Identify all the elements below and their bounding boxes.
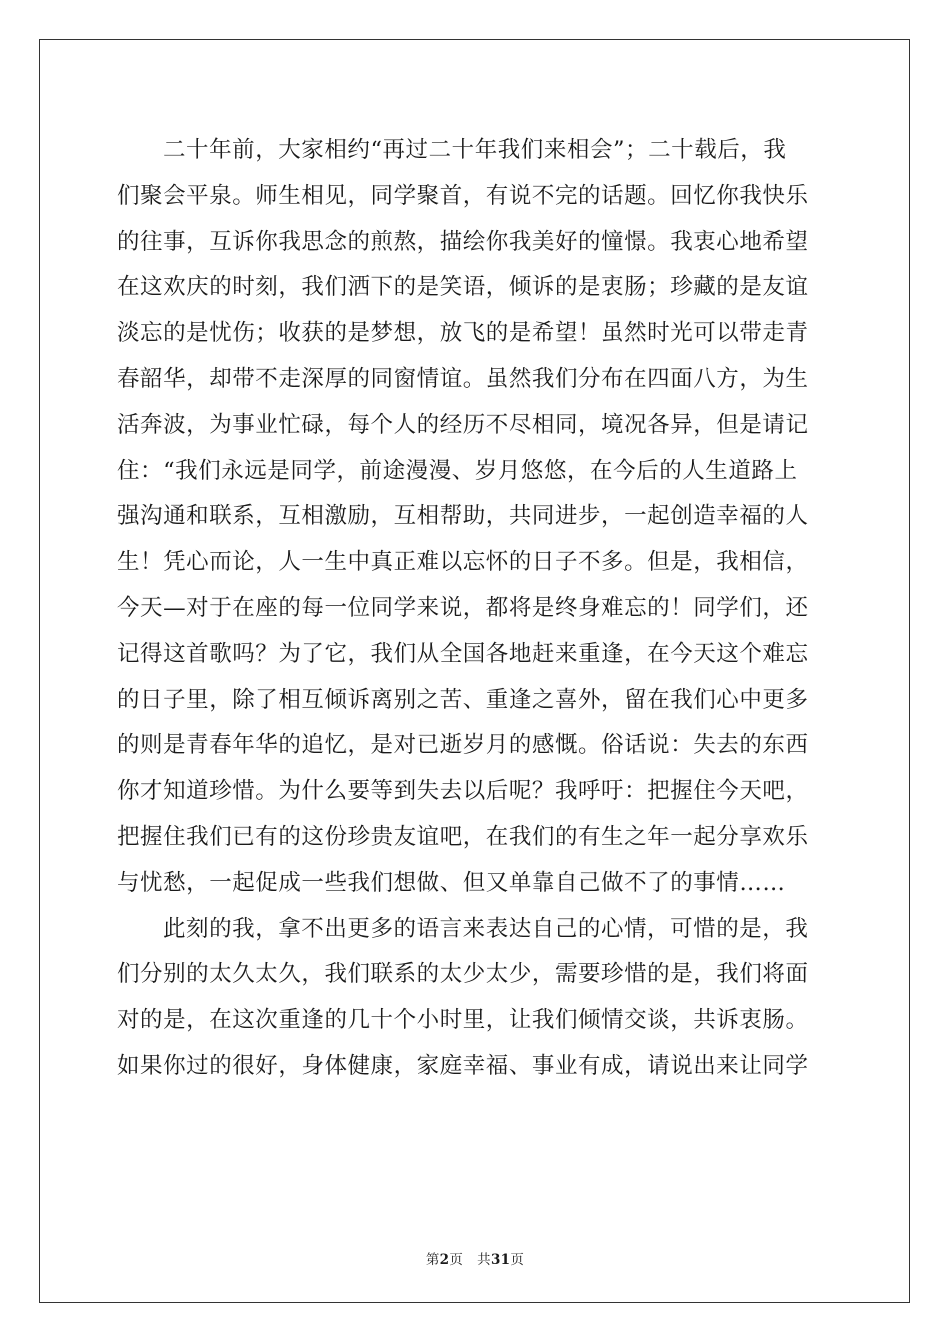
text-line: 的往事，互诉你我思念的煎熬，描绘你我美好的憧憬。我衷心地希望 [117, 228, 809, 255]
text-line: 活奔波，为事业忙碌，每个人的经历不尽相同，境况各异，但是请记 [117, 411, 809, 438]
text-line: 二十年前，大家相约“再过二十年我们来相会”；二十载后，我 [163, 137, 787, 163]
text-line: 此刻的我，拿不出更多的语言来表达自己的心情，可惜的是，我 [163, 915, 809, 942]
text-line: 如果你过的很好，身体健康，家庭幸福、事业有成，请说出来让同学 [117, 1052, 809, 1079]
text-line: 记得这首歌吗？为了它，我们从全国各地赶来重逢，在今天这个难忘 [117, 640, 809, 667]
text-line: 的则是青春年华的追忆，是对已逝岁月的感慨。俗话说：失去的东西 [117, 732, 809, 759]
text-line: 的日子里，除了相互倾诉离别之苦、重逢之喜外，留在我们心中更多 [117, 686, 809, 713]
page-footer [0, 1248, 950, 1268]
text-line: 春韶华，却带不走深厚的同窗情谊。虽然我们分布在四面八方，为生 [117, 365, 809, 392]
text-line: 与忧愁，一起促成一些我们想做、但又单靠自己做不了的事情…… [117, 869, 786, 896]
total-prefix: 共 [477, 1252, 491, 1268]
text-line: 对的是，在这次重逢的几十个小时里，让我们倾情交谈，共诉衷肠。 [117, 1007, 809, 1034]
text-line: 住：“我们永远是同学，前途漫漫、岁月悠悠，在今后的人生道路上 [117, 457, 798, 484]
paragraph-2 [117, 907, 833, 1090]
total-pages: 31 [490, 1252, 511, 1268]
page-prefix: 第 [425, 1252, 440, 1268]
document-body [117, 128, 833, 1090]
text-line: 淡忘的是忧伤；收获的是梦想，放飞的是希望！虽然时光可以带走青 [117, 320, 809, 347]
total-suffix: 页 [510, 1252, 525, 1268]
text-line: 你才知道珍惜。为什么要等到失去以后呢？我呼吁：把握住今天吧， [117, 778, 809, 805]
page-suffix: 页 [449, 1252, 464, 1268]
text-line: 强沟通和联系，互相激励，互相帮助，共同进步，一起创造幸福的人 [117, 503, 809, 530]
text-line: 把握住我们已有的这份珍贵友谊吧，在我们的有生之年一起分享欢乐 [117, 823, 809, 850]
text-line: 生！凭心而论，人一生中真正难以忘怀的日子不多。但是，我相信， [117, 549, 809, 576]
text-line: 在这欢庆的时刻，我们洒下的是笑语，倾诉的是衷肠；珍藏的是友谊 [117, 274, 809, 301]
text-line: 们聚会平泉。师生相见，同学聚首，有说不完的话题。回忆你我快乐 [117, 182, 809, 209]
page-number: 2 [439, 1252, 450, 1268]
text-line: 今天—对于在座的每一位同学来说，都将是终身难忘的！同学们，还 [117, 594, 809, 621]
paragraph-1 [117, 128, 833, 907]
text-line: 们分别的太久太久，我们联系的太少太少，需要珍惜的是，我们将面 [117, 961, 809, 988]
